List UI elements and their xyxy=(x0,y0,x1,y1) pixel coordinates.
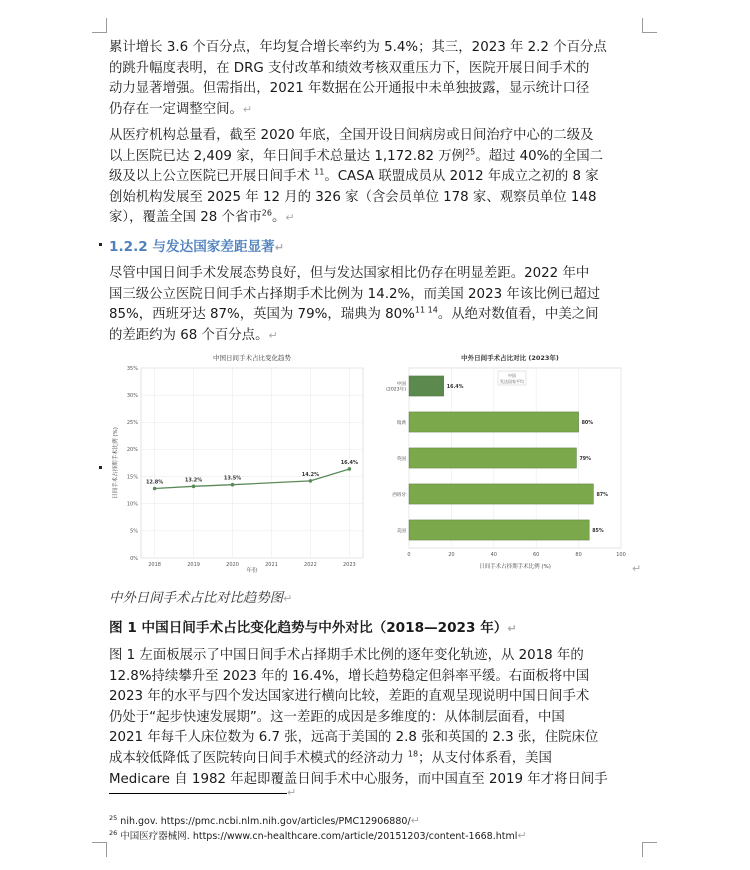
bar-chart-x-tick: 0 xyxy=(407,552,411,558)
para2-line: 创始机构发展至 2025 年 12 月的 326 家（含会员单位 178 家、观察员单位 148 xyxy=(109,189,597,205)
para4-line: 12.8%持续攀升至 2023 年的 16.4%，增长趋势稳定但斜率平缓。右面板将中国 xyxy=(109,668,590,684)
paragraph-1 xyxy=(109,38,644,120)
para2-line: 家），覆盖全国 28 个省市$^{26}$。↵ xyxy=(109,208,295,226)
figure-title: 图 1 中国日间手术占比变化趋势与中外对比（2018—2023 年）↵ xyxy=(109,620,517,636)
line-chart-point-label: 14.2% xyxy=(301,471,320,478)
corner-mark-bottom-right xyxy=(642,842,657,857)
line-chart-x-tick: 2022 xyxy=(304,562,317,568)
line-chart-x-tick: 2021 xyxy=(265,562,278,568)
line-chart-point-label: 13.2% xyxy=(184,477,203,484)
bar-chart-x-label: 日间手术占择期手术比例 (%) xyxy=(479,564,551,570)
para3-line: 尽管中国日间手术发展态势良好，但与发达国家相比仍存在明显差距。2022 年中 xyxy=(109,266,590,281)
svg-text:↵: ↵ xyxy=(632,562,642,575)
line-chart-x-tick: 2019 xyxy=(187,562,200,568)
footnote-separator xyxy=(109,793,287,794)
line-chart-point xyxy=(231,483,235,487)
paragraph-3 xyxy=(109,264,644,346)
bar-category-label: 中国(2023年) xyxy=(386,382,406,393)
line-chart-x-tick: 2018 xyxy=(148,562,161,568)
para3-line: 的差距约为 68 个百分点。↵ xyxy=(109,327,278,343)
para4-line: 2023 年的水平与四个发达国家进行横向比较，差距的直观呈现说明中国日间手术 xyxy=(109,689,590,705)
para1-line: 的跳升幅度表明，在 DRG 支付改革和绩效考核双重压力下，医院开展日间手术的 xyxy=(109,60,590,76)
para1-line: 动力显著增强。但需指出，2021 年数据在公开通报中未单独披露，显示统计口径 xyxy=(109,81,590,97)
footnote-ref[interactable]: 11 xyxy=(314,167,325,177)
figure-anchor-bullet xyxy=(99,466,102,469)
line-chart-point-label: 16.4% xyxy=(340,459,359,466)
corner-mark-top-left xyxy=(92,18,107,33)
bar-chart-title: 中外日间手术占比对比 (2023年) xyxy=(461,354,559,362)
paragraph-2 xyxy=(109,126,644,229)
legend-entry: 中国 xyxy=(508,373,516,378)
para2-line: 级及以上公立医院已开展日间手术 $^{11}$。CASA 联盟成员从 2012 年成立之初的 8 家 xyxy=(109,167,599,185)
footnote-ref[interactable]: 26 xyxy=(261,208,272,218)
bar xyxy=(409,484,593,504)
heading-bullet xyxy=(99,243,102,246)
bar-category-label: 美国 xyxy=(396,528,406,534)
legend-entry: 发达国家平均 xyxy=(500,379,524,384)
para4-line: 图 1 左面板展示了中国日间手术占择期手术比例的逐年变化轨迹，从 2018 年的 xyxy=(109,648,584,663)
line-chart-y-tick: 35% xyxy=(126,365,138,372)
bar-chart-x-tick: 60 xyxy=(533,552,540,558)
footnote-link[interactable]: nih.gov. https://pmc.ncbi.nlm.nih.gov/articles/PMC12906880/ xyxy=(117,816,411,827)
para3-line: 国三级公立医院日间手术占择期手术比例为 14.2%，而美国 2023 年该比例已超过 xyxy=(109,286,601,302)
para2-line: 从医疗机构总量看，截至 2020 年底，全国开设日间病房或日间治疗中心的二级及 xyxy=(109,128,594,143)
footnote-ref[interactable]: 25 xyxy=(465,147,476,157)
bar-value-label: 79% xyxy=(579,456,591,462)
bar-chart-legend xyxy=(498,371,526,385)
bar-value-label: 85% xyxy=(592,528,604,534)
bar-chart-x-tick: 100 xyxy=(616,552,626,558)
line-chart-point xyxy=(309,479,313,483)
para3-line: 85%，西班牙达 87%，英国为 79%，瑞典为 80%$^{11 14}$。从绝对数值看，中美之间 xyxy=(109,305,599,323)
figure-caption-italic: 中外日间手术占比对比趋势图↵ xyxy=(109,591,293,606)
footnote-link[interactable]: 中国医疗器械网. https://www.cn-healthcare.com/article/20151203/content-1668.html xyxy=(117,831,518,842)
bar-value-label: 87% xyxy=(596,492,608,498)
para1-line: 仍存在一定调整空间。↵ xyxy=(109,101,253,117)
figure-chart xyxy=(105,348,640,576)
line-chart-y-tick: 30% xyxy=(126,392,138,399)
line-chart-title: 中国日间手术占比变化趋势 xyxy=(213,354,291,362)
line-chart-y-tick: 25% xyxy=(126,420,138,427)
line-chart-y-tick: 15% xyxy=(126,474,138,481)
bar-category-label: 英国 xyxy=(396,456,406,462)
para4-line: 仍处于“起步快速发展期”。这一差距的成因是多维度的：从体制层面看，中国 xyxy=(109,709,565,725)
paragraph-4 xyxy=(109,646,644,790)
para4-line: 2021 年每千人床位数为 6.7 张，远高于美国的 2.8 张和英国的 2.3 张，住院床位 xyxy=(109,730,599,746)
line-chart-y-tick: 5% xyxy=(130,528,138,535)
footnote-26: $^{26}$ 中国医疗器械网. https://www.cn-healthcare.com/article/20151203/content-1668.html↵ xyxy=(109,828,527,842)
line-chart-plot-area xyxy=(141,368,363,558)
bar-chart-x-tick: 20 xyxy=(448,552,455,558)
line-chart-point-label: 12.8% xyxy=(145,479,164,486)
bar-chart-panel xyxy=(386,353,626,570)
line-chart-x-label: 年份 xyxy=(246,568,258,574)
corner-mark-top-right xyxy=(642,18,657,33)
footnote-ref[interactable]: 11 14 xyxy=(414,305,438,315)
line-chart-y-tick: 20% xyxy=(126,447,138,454)
footnote-25: $^{25}$ nih.gov. https://pmc.ncbi.nlm.nih.gov/articles/PMC12906880/↵ xyxy=(109,813,420,827)
bar-chart-x-tick: 40 xyxy=(490,552,497,558)
line-chart-x-tick: 2020 xyxy=(226,562,239,568)
para2-line: 以上医院已达 2,409 家，年日间手术总量达 1,172.82 万例$^{25}$。超过 40%的全国二 xyxy=(109,147,603,164)
line-chart-y-tick: 10% xyxy=(126,501,138,508)
line-chart-point xyxy=(348,467,352,471)
bar-value-label: 80% xyxy=(581,420,594,426)
bar xyxy=(409,448,576,468)
line-chart-y-tick: 0% xyxy=(130,555,138,562)
bar-category-label: 西班牙 xyxy=(392,492,406,498)
line-chart-x-tick: 2023 xyxy=(343,562,356,568)
para4-line: 成本较低降低了医院转向日间手术模式的经济动力 $^{18}$；从支付体系看，美国 xyxy=(109,749,552,766)
corner-mark-bottom-left xyxy=(92,842,107,857)
para1-line: 累计增长 3.6 个百分点，年均复合增长率约为 5.4%；其三，2023 年 2.2 个百分点 xyxy=(109,40,607,55)
para4-line: Medicare 自 1982 年起即覆盖日间手术中心服务，而中国直至 2019 年才将日间手 xyxy=(109,771,608,787)
line-chart-point xyxy=(153,487,157,491)
bar xyxy=(409,412,579,432)
bar xyxy=(409,376,444,396)
bar-value-label: 16.4% xyxy=(446,384,464,390)
section-heading: 1.2.2 与发达国家差距显著↵ xyxy=(109,239,284,255)
bar xyxy=(409,520,589,540)
bar-chart-x-tick: 80 xyxy=(575,552,582,558)
line-chart-point-label: 13.5% xyxy=(223,475,242,482)
line-chart-panel xyxy=(111,353,363,574)
line-chart-y-label: 日间手术占择期手术比例 (%) xyxy=(113,427,119,499)
bar-category-label: 瑞典 xyxy=(396,420,406,426)
footnote-ref[interactable]: 18 xyxy=(407,749,419,759)
line-chart-point xyxy=(192,485,196,489)
